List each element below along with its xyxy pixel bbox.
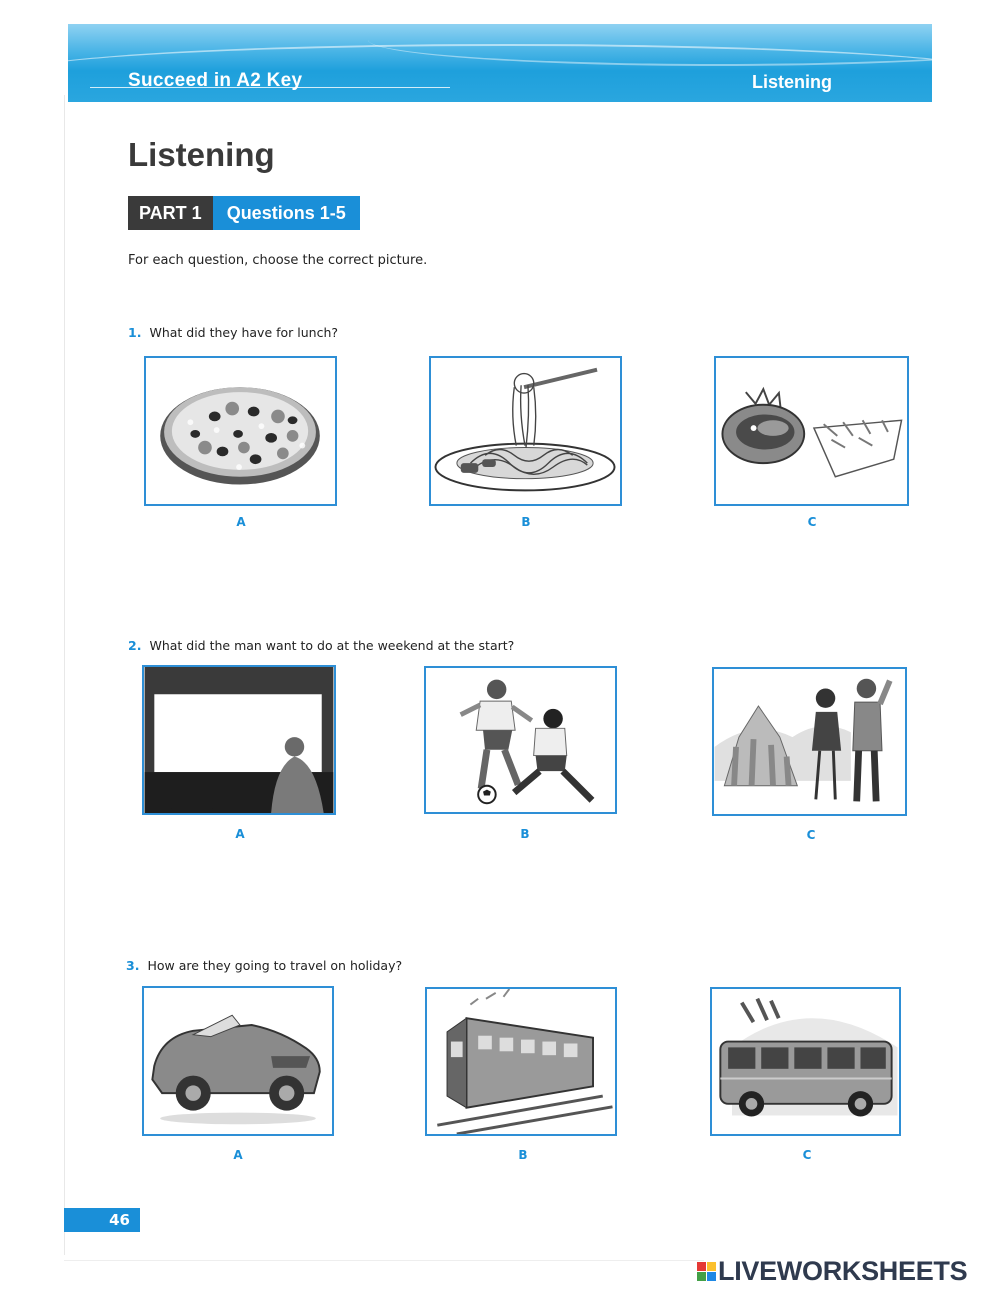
- option-2a-picture[interactable]: [142, 665, 336, 815]
- spaghetti-icon: [431, 358, 620, 504]
- option-3c-picture[interactable]: [710, 987, 901, 1136]
- question-1: [128, 325, 338, 340]
- car-icon: [144, 988, 332, 1134]
- train-icon: [427, 989, 615, 1134]
- football-icon: [426, 668, 615, 812]
- part-tag: [128, 196, 360, 230]
- instruction-text: For each question, choose the correct picture.: [128, 253, 428, 268]
- questions-range: Questions 1-5: [213, 196, 360, 230]
- option-letter: C: [802, 1148, 812, 1162]
- option-3a-picture[interactable]: [142, 986, 334, 1136]
- page-edge: [64, 95, 65, 1255]
- option-letter: B: [521, 515, 531, 529]
- pizza-icon: [146, 358, 335, 504]
- page-number: 46: [64, 1208, 140, 1232]
- question-3: [126, 958, 402, 973]
- question-text: How are they going to travel on holiday?: [147, 958, 403, 973]
- header-banner: [68, 24, 932, 102]
- option-letter: A: [233, 1148, 243, 1162]
- question-number: 3.: [126, 958, 140, 973]
- option-letter: B: [520, 827, 530, 841]
- fish-and-chips-icon: [716, 358, 907, 504]
- book-title: Succeed in A2 Key: [128, 70, 303, 91]
- cinema-icon: [144, 667, 334, 813]
- option-1a-picture[interactable]: [144, 356, 337, 506]
- option-1c-picture[interactable]: [714, 356, 909, 506]
- option-2b-picture[interactable]: [424, 666, 617, 814]
- part-label: PART 1: [128, 196, 213, 230]
- option-letter: A: [235, 827, 245, 841]
- liveworksheets-watermark: [697, 1256, 967, 1287]
- question-number: 1.: [128, 325, 142, 340]
- circus-icon: [714, 669, 905, 814]
- bus-icon: [712, 989, 899, 1134]
- question-text: What did the man want to do at the weekend at the start?: [149, 638, 515, 653]
- footer-rule: [64, 1260, 704, 1261]
- liveworksheets-logo-icon: [697, 1262, 716, 1281]
- option-letter: B: [518, 1148, 528, 1162]
- page-title: Listening: [128, 136, 275, 173]
- option-2c-picture[interactable]: [712, 667, 907, 816]
- option-letter: C: [807, 515, 817, 529]
- option-3b-picture[interactable]: [425, 987, 617, 1136]
- option-letter: C: [806, 828, 816, 842]
- question-text: What did they have for lunch?: [149, 325, 339, 340]
- question-2: [128, 638, 514, 653]
- option-letter: A: [236, 515, 246, 529]
- section-title: Listening: [752, 72, 832, 92]
- watermark-text: LIVEWORKSHEETS: [718, 1256, 968, 1286]
- question-number: 2.: [128, 638, 142, 653]
- option-1b-picture[interactable]: [429, 356, 622, 506]
